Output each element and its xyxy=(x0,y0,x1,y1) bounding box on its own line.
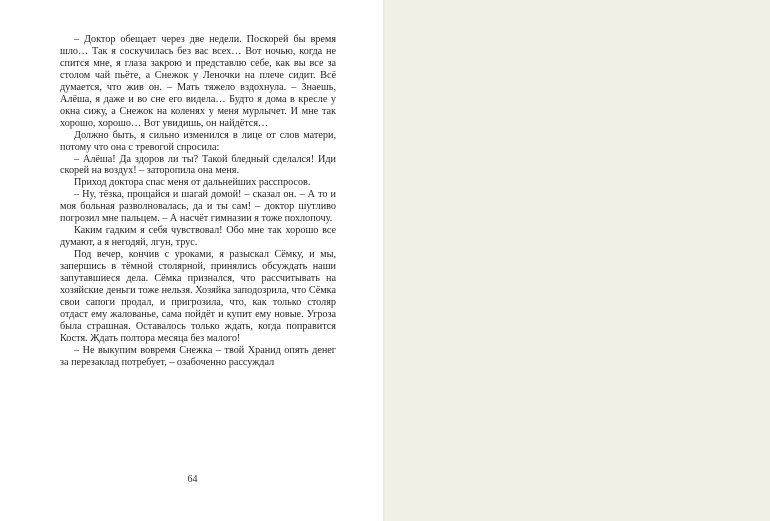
page-number: 64 xyxy=(187,474,198,485)
paragraph: – Не выкупим вовремя Снежка – твой Хранид опять денег за перезаклад потребует, – озабоченно рассуждал xyxy=(60,344,336,368)
paragraph: Должно быть, я сильно изменился в лице от слов матери, потому что она с тревогой спросила: xyxy=(60,129,336,153)
paragraph: Приход доктора спас меня от дальнейших расспросов. xyxy=(74,177,311,189)
body-text xyxy=(60,34,336,369)
paragraph: Каким гадким я себя чувствовал! Обо мне так хорошо все думают, а я негодяй, лгун, трус. xyxy=(60,225,336,249)
paragraph: – Алёша! Да здоров ли ты? Такой бледный сделался! Иди скорей на воздух! – заторопила она меня. xyxy=(60,153,336,177)
paragraph: – Доктор обещает через две недели. Поскорей бы время шло… Так я соскучилась без вас всех… Вот ночью, когда не спится мне, я глаза закрою и представлю себе, как вы все за столом чай пьёте, а Снежок у Леночки на плече сидит. Всё думается, что жив он. – Мать тяжело вздохнула. – Знаешь, Алёша, я даже и во сне его видела… Будто я дома в кресле у окна сижу, а Снежок на коленях у меня мурлычет. И мне так хорошо, хорошо… Вот увидишь, он найдётся… xyxy=(60,34,336,129)
paragraph: – Ну, тёзка, прощайся и шагай домой! – сказал он. – А то и моя больная разволновалась, да и ты сам! – доктор шутливо погрозил мне пальцем. – А насчёт гимназии я тоже похлопочу. xyxy=(60,189,336,225)
paragraph: Под вечер, кончив с уроками, я разыскал Сёмку, и мы, запершись в тёмной столярной, принялись обсуждать наши запутавшиеся дела. Сёмка признался, что рассчитывать на хозяйские деньги тоже нельзя. Хозяйка заподозрила, что Сёмка свои сапоги продал, и пригрозила, что, как только столяр отдаст ему жалованье, сама пойдёт и купит ему новые. Угроза была страшная. Оставалось только ждать, когда поправится Костя. Ждать полтора месяца без малого! xyxy=(60,249,336,344)
right-page xyxy=(385,0,770,521)
